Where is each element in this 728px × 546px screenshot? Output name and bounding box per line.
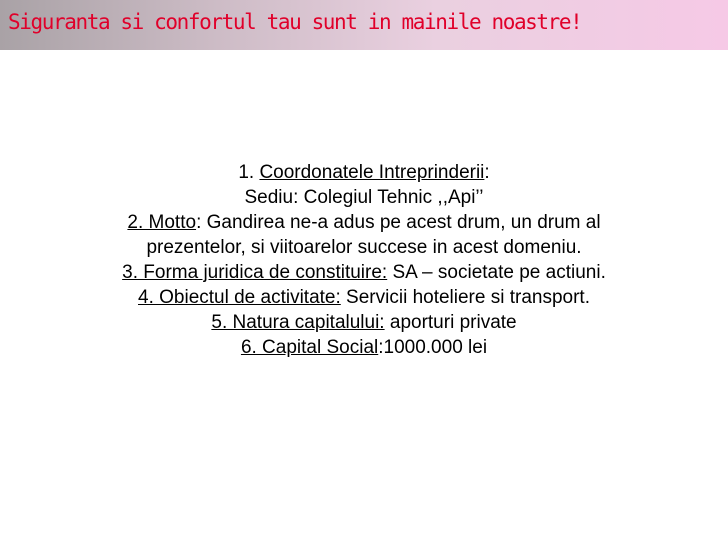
item-1-line bbox=[30, 160, 698, 185]
item-1-number: 1. bbox=[238, 162, 260, 183]
item-6-label: 6. Capital Social bbox=[240, 337, 379, 358]
item-1-label: Coordonatele Intreprinderii bbox=[259, 162, 485, 183]
item-6-text: :1000.000 lei bbox=[378, 337, 488, 358]
item-3-label: 3. Forma juridica de constituire: bbox=[122, 262, 388, 283]
item-6-line bbox=[30, 335, 698, 360]
item-2-label: 2. Motto bbox=[127, 212, 197, 233]
slide-title: Siguranta si confortul tau sunt in mainile noastre! bbox=[8, 10, 582, 34]
slide-title-bar bbox=[0, 0, 728, 50]
item-5-text: aporturi private bbox=[384, 312, 517, 333]
item-5-label: 5. Natura capitalului: bbox=[211, 312, 385, 333]
item-4-text: Servicii hoteliere si transport. bbox=[340, 287, 590, 308]
item-4-line bbox=[30, 285, 698, 310]
item-3-text: SA – societate pe actiuni. bbox=[387, 262, 606, 283]
item-2-line bbox=[30, 210, 698, 235]
item-3-line bbox=[30, 260, 698, 285]
item-4-label: 4. Obiectul de activitate: bbox=[138, 287, 341, 308]
item-1-colon: : bbox=[484, 162, 490, 183]
item-2-text-continued: prezentelor, si viitoarelor succese in acest domeniu. bbox=[146, 237, 582, 258]
item-2-text: : Gandirea ne-a adus pe acest drum, un drum al bbox=[196, 212, 601, 233]
sediu-line: Sediu: Colegiul Tehnic ,,Api’’ bbox=[244, 187, 484, 208]
slide-content bbox=[30, 160, 698, 360]
item-5-line bbox=[30, 310, 698, 335]
